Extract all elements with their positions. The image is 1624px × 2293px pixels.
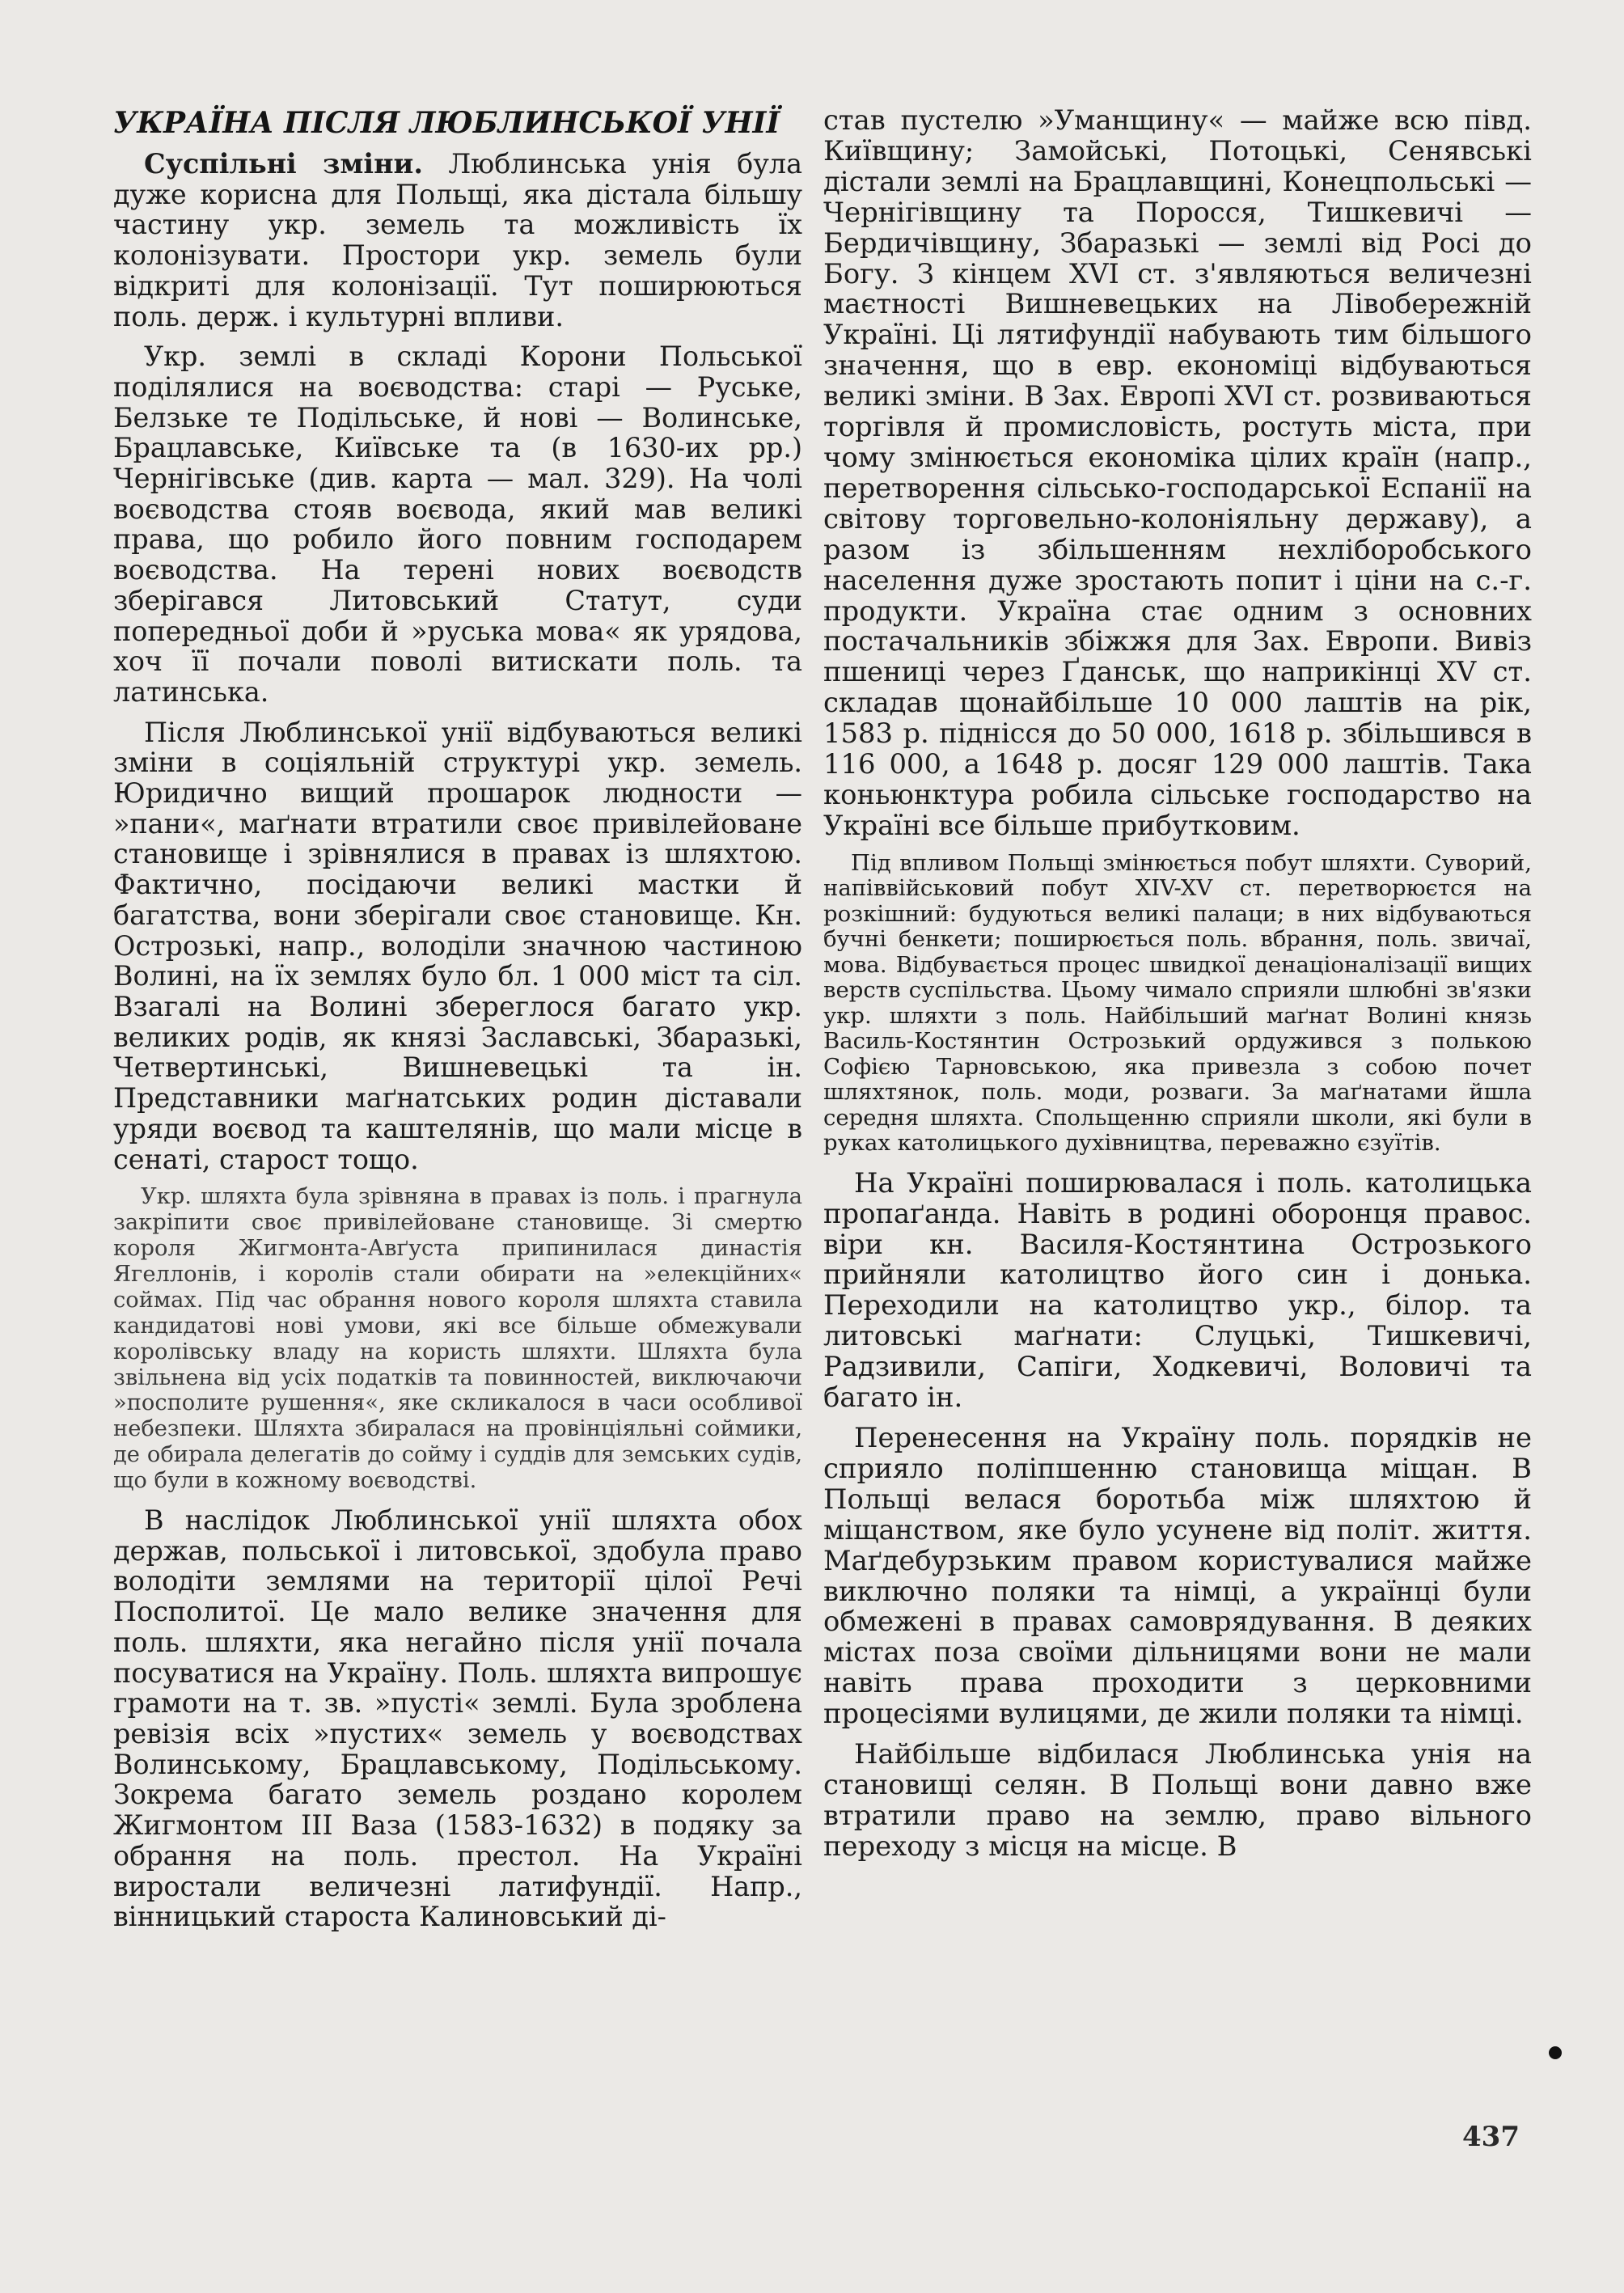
margin-dot-mark [1549,2046,1562,2059]
note-gentry-lifestyle: Під впливом Польщі змінюється побут шляхти. Суворий, напіввійськовий побут XIV-XV ст. перетворюєтся на розкішний: будуються великі палаци; в них відбуваються бучні бенкети; поширюється поль. вбрання, поль. звичаї, мова. Відбувається процес швидкої денаціоналізації вищих верств суспільства. Цьому чимало сприяли шлюбні зв'язки укр. шляхти з поль. Найбільший маґнат Волині князь Василь-Костянтин Острозький ордужився з полькою Софією Тарновською, яка привезла з собою почет шляхтянок, поль. моди, розваги. За маґнатами йшла середня шляхта. Спольщенню сприяли школи, які були в руках католицького духівництва, переважно єзуїтів. [823,849,1532,1157]
section-title: УКРАЇНА ПІСЛЯ ЛЮБЛИНСЬКОЇ УНІЇ [113,106,780,140]
left-column [113,105,802,1942]
paragraph-burghers: Перенесення на Україну поль. порядків не сприяло поліпшенню становища міщан. В Польщі велася боротьба між шляхтою й міщанством, яке було усунене від політ. життя. Маґдебурзьким правом користувалися майже виключно поляки та німці, а українці були обмежені в правах самоврядування. В деяких містах поза своїми дільницями вони не мали навіть права проходити з церковними процесіями вулицями, де жили поляки та німці. [823,1422,1532,1730]
paragraph-latifundia: став пустелю »Уманщину« — майже всю півд. Київщину; Замойські, Потоцькі, Сенявські дістали землі на Брацлавщині, Конецпольські — Чернігівщину та Поросся, Тишкевичі — Бердичівщину, Збаразькі — землі від Росі до Богу. З кінцем XVI ст. з'являються величезні маєтності Вишневецьких на Лівобережній Україні. Ці лятифундії набувають тим більшого значення, що в евр. економіці відбуваються великі зміни. В Зах. Европі XVI ст. розвиваються торгівля й промисловість, ростуть міста, при чому змінюється економіка цілих країн (напр., перетворення сільсько-господарської Еспанії на світову торговельно-колоніяльну державу), а разом із збільшенням нехліборобського населення дуже зростають попит і ціни на с.-г. продукти. Україна стає одним з основних постачальників збіжжя для Зах. Европи. Вивіз пшениці через Ґданськ, що наприкінці XV ст. складав щонайбільше 10 000 лаштів на рік, 1583 р. піднісся до 50 000, 1618 р. збільшився в 116 000, а 1648 р. досяг 129 000 лаштів. Така коньюнктура робила сільське господарство на Україні все більше прибутковим. [823,104,1532,841]
paragraph-text: Люблинська унія була дуже корисна для Польщі, яка дістала більшу частину укр. земель та можливість їх колонізувати. Простори укр. земель були відкриті для колонізації. Тут поширюються поль. держ. і культурні впливи. [113,148,802,332]
paragraph-social-changes [113,149,802,332]
paragraph-land-ownership: В наслідок Люблинської унії шляхта обох держав, польської і литовської, здобула право володіти землями на території цілої Речі Посполитої. Це мало велике значення для поль. шляхти, яка негайно після унії почала посуватися на Україну. Поль. шляхта випрошує грамоти на т. зв. »пусті« землі. Була зроблена ревізія всіх »пустих« земель у воєводствах Волинському, Брацлавському, Подільському. Зокрема багато земель роздано королем Жигмонтом III Ваза (1583-1632) в подяку за обрання на поль. престол. На Україні виростали величезні латифундії. Напр., вінницький староста Калиновський ді- [113,1504,802,1933]
paragraph-social-structure: Після Люблинської унії відбуваються великі зміни в соціяльній структурі укр. земель. Юридично вищий прошарок людности — »пани«, маґнати втратили своє привілейоване становище і зрівнялися в правах із шляхтою. Фактично, посідаючи великі мастки й багатства, вони зберігали своє становище. Кн. Острозькі, напр., володіли значною частиною Волині, на їх землях було бл. 1 000 міст та сіл. Взагалі на Волині збереглося багато укр. великих родів, як князі Заславські, Збаразькі, Четвертинські, Вишневецькі та ін. Представники маґнатських родин діставали уряди воєвод та каштелянів, що мали місце в сенаті, старост тощо. [113,716,802,1175]
paragraph-lead-heading: Суспільні зміни. [144,148,423,180]
right-column [823,105,1532,1872]
paragraph-catholic-propaganda: На Україні поширювалася і поль. католицька пропаґанда. Навіть в родині оборонця правос. віри кн. Василя-Костянтина Острозького прийняли католицтво його син і донька. Переходили на католицтво укр., білор. та литовські маґнати: Слуцькі, Тишкевичі, Радзивили, Сапіги, Ходкевичі, Воловичі та багато ін. [823,1166,1532,1414]
paragraph-peasants: Найбільше відбилася Люблинська унія на становищі селян. В Польщі вони давно вже втратили право на землю, право вільного переходу з місця на місце. В [823,1738,1532,1862]
page-number: 437 [1462,2121,1520,2153]
note-gentry-rights: Укр. шляхта була зрівняна в правах із поль. і прагнула закріпити своє привілейоване становище. Зі смертю короля Жигмонта-Авґуста припинилася династія Ягеллонів, і королів стали обирати на »елекційних« соймах. Під час обрання нового короля шляхта ставила кандидатові нові умови, які все більше обмежували королівську владу на користь шляхти. Шляхта була звільнена від усіх податків та повинностей, виключаючи »посполите рушення«, яке скликалося в часи особливої небезпеки. Шляхта збиралася на провінціяльні соймики, де обирала делегатів до сойму і суддів для земських судів, що були в кожному воєводстві. [113,1184,802,1494]
paragraph-voivodeships: Укр. землі в складі Корони Польської поділялися на воєводства: старі — Руське, Белзьке те Подільське, й нові — Волинське, Брацлавське, Київське та (в 1630-их рр.) Чернігівське (див. карта — мал. 329). На чолі воєводства стояв воєвода, який мав великі права, що робило його повним господарем воєводства. На терені нових воєводств зберігався Литовський Статут, суди попередньої доби й »руська мова« як урядова, хоч її почали поволі витискати поль. та латинська. [113,341,802,708]
